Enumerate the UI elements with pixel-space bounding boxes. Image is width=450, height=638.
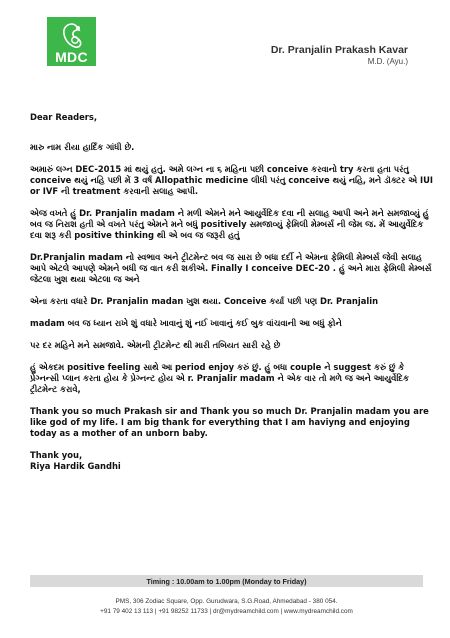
signature-name: Riya Hardik Gandhi <box>30 461 121 471</box>
paragraph: એના કરતા વધારે Dr. Pranjalin madan ખુશ થયા. Conceive કર્યા પછી પણ Dr. Pranjalin <box>30 296 379 306</box>
logo-text: MDC <box>55 49 88 65</box>
footer-address <box>30 597 423 617</box>
paragraph: અમારું લગ્ન DEC-2015 માં થયું હતું. અમે લગ્ન ના ૬ મહિના પછી conceive કરવાનો try કરતા હતા પરંતુ conceive થયું નહિ પછી મેં 3 વર્ષ Allopathic medicine લીધી પરંતુ conceive થયું નહિ, મને ડૉક્ટર એ IUI or IVF ની treatment કરવાની સલાહ આપી. <box>30 164 433 196</box>
timing-text: Timing : 10.00am to 1.00pm (Monday to Friday) <box>146 576 307 586</box>
timing-bar <box>30 575 423 587</box>
mother-child-logo-icon <box>58 21 86 51</box>
paragraph: હું એકદમ positive feeling સાથે આ period enjoy કરું છું. હું બધા couple ને suggest કરું છું કે પ્રેગ્નન્સી પ્લાન કરતા હોય કે પ્રેગ્નન્ટ હોય એ r. Pranjalir madam ને એક વાર તો મળે જ અને આયુર્વેદિક ટ્રીટમેન્ટ કરાવે, <box>30 362 409 394</box>
signoff: Thank you, <box>30 450 83 460</box>
paragraph: madam બવ જ ધ્યાન રાખે શું વધારે ખાવાનું શું નઈ ખાવાનું કઈ બુક વાંચવાની આ બધું ફોને <box>30 318 342 328</box>
doctor-header <box>271 44 408 66</box>
paragraph: એજ વખતે હું Dr. Pranjalin madam ને મળી એમને મને આયુર્વેદિક દવા ની સલાહ આપી અને મને સમજાવ્યું હું બવ જ નિરાશ હતી એ વખતે પરંતુ એમને મને બધું positively સમજાવ્યું ફેમિલી મેમ્બર્સ ની જેમ જ. મેં આયુર્વેદિક દવા શરૂ કરી positive thinking થી એ બવ જ જરૂરી હતું <box>30 208 429 240</box>
paragraph: પર દર મહિને મને સમજાવે. એમની ટ્રીટમેન્ટ થી મારી તબિયત સારી રહે છે <box>30 340 281 350</box>
letter-body <box>30 112 434 472</box>
address-line: PMS, 306 Zodiac Square, Opp. Gurudwara, S.G.Road, Ahmedabad - 380 054. <box>115 598 338 605</box>
paragraph: Dr.Pranjalin madam નો સ્વભાવ અને ટ્રીટમેન્ટ બવ જ સારા છે બધા દર્દી ને એમના ફેમિલી મેમ્બર્સ જેવી સલાહ આપે એટલે આપણે એમને બધી જ વાત કરી શકીએ. Finally I conceive DEC-20 . હું અને મારા ફેમિલી મેમ્બર્સ જેટલા ખુશ થયા એટલા જ અને <box>30 252 432 284</box>
closing-paragraph: Thank you so much Prakash sir and Thank you so much Dr. Pranjalin madam you are like god of my life. I am big thank for everything that I am haviyng and enjoying today as a mother of an unborn baby. <box>30 406 429 438</box>
contact-line: +91 79 402 13 113 | +91 98252 11733 | dr@mydreamchild.com | www.mydreamchild.com <box>100 608 353 615</box>
paragraph: મારુ નામ રીયા હાર્દિક ગાંધી છે. <box>30 142 135 152</box>
doctor-name: Dr. Pranjalin Prakash Kavar <box>270 44 408 56</box>
doctor-degree: M.D. (Ayu.) <box>367 57 408 66</box>
greeting: Dear Readers, <box>30 112 98 122</box>
clinic-logo <box>47 17 96 66</box>
